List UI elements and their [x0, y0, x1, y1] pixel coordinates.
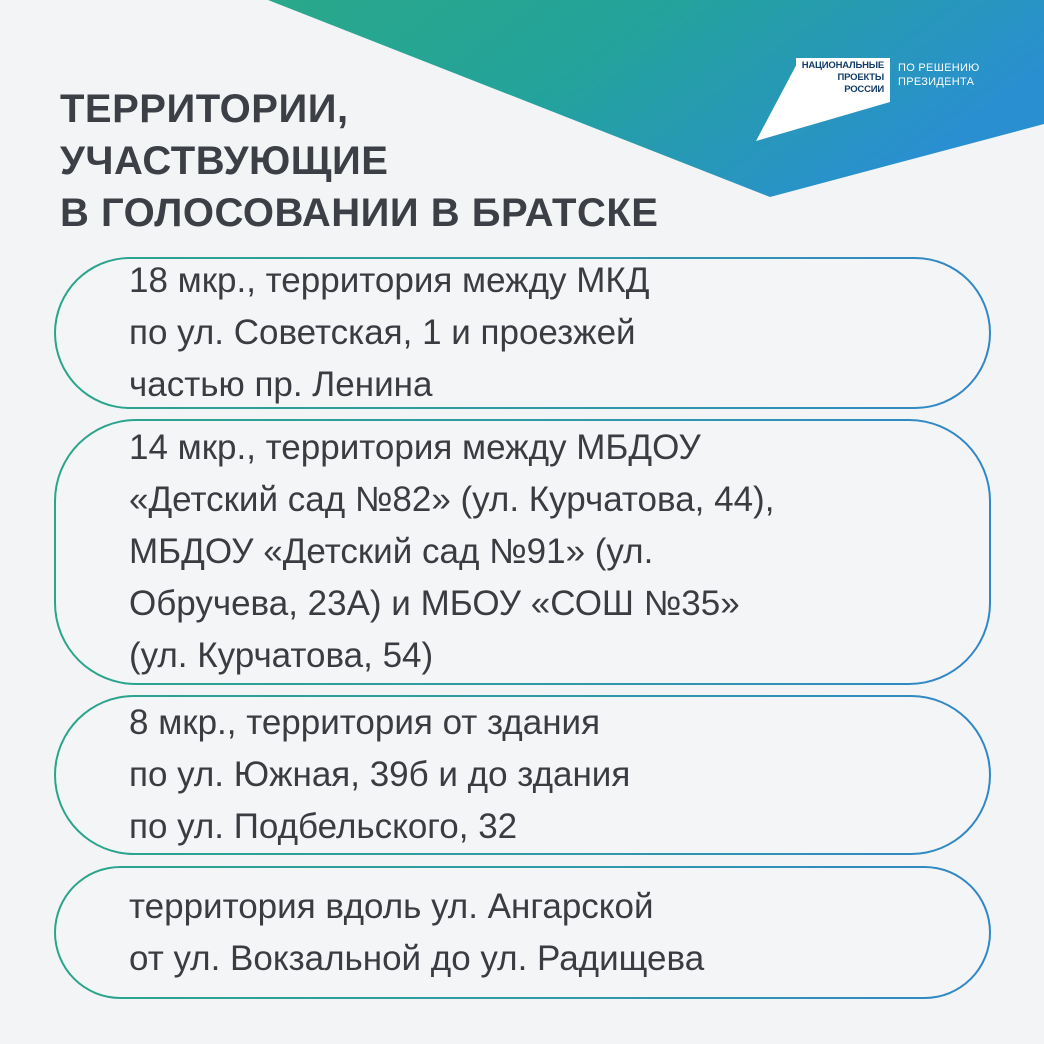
page-title [60, 83, 658, 239]
territory-line: 8 мкр., территория от здания [129, 703, 601, 742]
territory-line: Обручева, 23А) и МБОУ «СОШ №35» [129, 584, 740, 623]
territory-pill-3 [56, 697, 989, 853]
territory-line: по ул. Подбельского, 32 [129, 807, 518, 846]
territory-line: по ул. Советская, 1 и проезжей [129, 313, 636, 352]
logo-name-box [796, 58, 888, 100]
territory-pill-4 [56, 868, 989, 997]
logo-tag-line: ПРЕЗИДЕНТА [898, 76, 975, 88]
territory-line: «Детский сад №82» (ул. Курчатова, 44), [129, 480, 775, 519]
territory-line: частью пр. Ленина [129, 365, 433, 404]
territory-pill-2 [56, 421, 989, 683]
logo-name-line: НАЦИОНАЛЬНЫЕ [801, 60, 884, 71]
logo-tag-line: ПО РЕШЕНИЮ [898, 62, 980, 74]
territory-line: территория вдоль ул. Ангарской [129, 886, 654, 926]
territory-line: от ул. Вокзальной до ул. Радищева [129, 938, 705, 978]
territory-line: МБДОУ «Детский сад №91» (ул. [129, 532, 654, 571]
national-projects-logo [760, 58, 990, 102]
logo-name-line: ПРОЕКТЫ [837, 72, 884, 83]
title-line: ТЕРРИТОРИИ, [60, 87, 349, 131]
logo-name-line: РОССИИ [844, 84, 884, 95]
territory-line: по ул. Южная, 39б и до здания [129, 755, 631, 794]
territory-pill-1 [56, 259, 989, 407]
title-line: УЧАСТВУЮЩИЕ [60, 139, 389, 183]
title-line: В ГОЛОСОВАНИИ В БРАТСКЕ [60, 191, 659, 235]
territory-line: 14 мкр., территория между МБДОУ [129, 428, 701, 467]
territory-line: 18 мкр., территория между МКД [129, 261, 650, 300]
territory-line: (ул. Курчатова, 54) [129, 636, 434, 675]
